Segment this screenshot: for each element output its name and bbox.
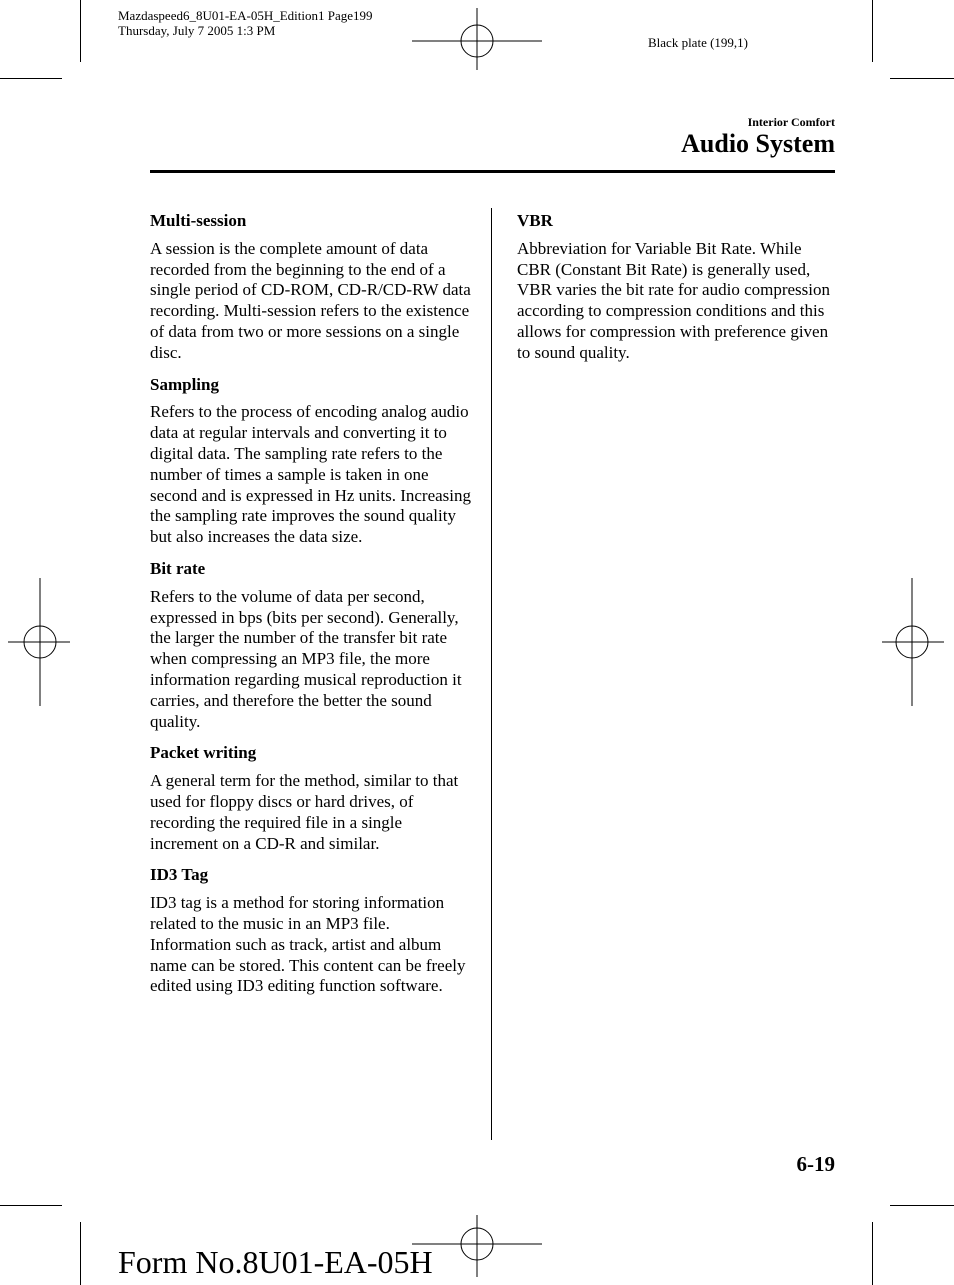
print-job-info [118,8,373,38]
entry-heading: VBR [517,211,553,230]
entry-heading: Bit rate [150,558,206,578]
crop-mark [890,1205,954,1206]
entry-body: A general term for the method, similar to that used for floppy discs or hard drives, of recording the required file in a single increment on a CD-R and similar. [150,771,459,853]
entry-id3-tag [150,865,472,997]
crop-mark [0,1205,62,1206]
entry-heading: Multi-session [150,211,247,230]
entry-body: ID3 tag is a method for storing information related to the music in an MP3 file. Information such as track, artist and album name can be stored. This content can be freely edited using ID3 editing function software. [150,893,466,996]
entry-heading: Packet writing [150,743,257,763]
print-job-line-2: Thursday, July 7 2005 1:3 PM [118,23,276,38]
entry-body: A session is the complete amount of data recorded from the beginning to the end of a single period of CD-ROM, CD-R/CD-RW data recording. Multi-session refers to the existence of data from two or more sessions on a single disc. [150,238,471,362]
left-column [150,211,472,1008]
crop-mark [890,78,954,79]
section-label: Interior Comfort [747,115,835,129]
entry-vbr [517,211,835,364]
registration-mark-left [8,578,70,706]
form-number: Form No.8U01-EA-05H [118,1244,433,1280]
crop-mark [872,0,873,62]
entry-body: Refers to the process of encoding analog audio data at regular intervals and converting it to digital data. The sampling rate refers to the number of times a sample is taken in one second and is expressed in Hz units. Increasing the sampling rate improves the sound quality but also increases the data size. [150,402,472,547]
entry-sampling [150,375,472,548]
entry-heading: Sampling [150,374,219,394]
right-column [517,211,835,375]
page-number: 6-19 [796,1152,835,1176]
header-rule [150,170,835,173]
page-title: Audio System [681,129,835,158]
plate-label: Black plate (199,1) [648,35,748,50]
registration-mark-right [882,578,944,706]
entry-heading: ID3 Tag [150,865,209,885]
entry-multi-session [150,211,472,364]
entry-bit-rate [150,559,472,732]
crop-mark [0,78,62,79]
entry-packet-writing [150,743,472,854]
print-job-line-1: Mazdaspeed6_8U01-EA-05H_Edition1 Page199 [118,8,373,23]
entry-body: Abbreviation for Variable Bit Rate. While CBR (Constant Bit Rate) is generally used, VBR varies the bit rate for audio compression according to compression conditions and this allows for compression with preference given to sound quality. [517,238,831,362]
crop-mark [80,0,81,62]
crop-mark [872,1222,873,1285]
registration-mark-top [412,8,542,70]
crop-mark [80,1222,81,1285]
column-divider [491,208,492,1140]
entry-body: Refers to the volume of data per second, expressed in bps (bits per second). Generally, the larger the number of the transfer bit rate when compressing an MP3 file, the more information regarding musical reproduction it carries, and therefore the better the sound quality. [150,586,462,731]
